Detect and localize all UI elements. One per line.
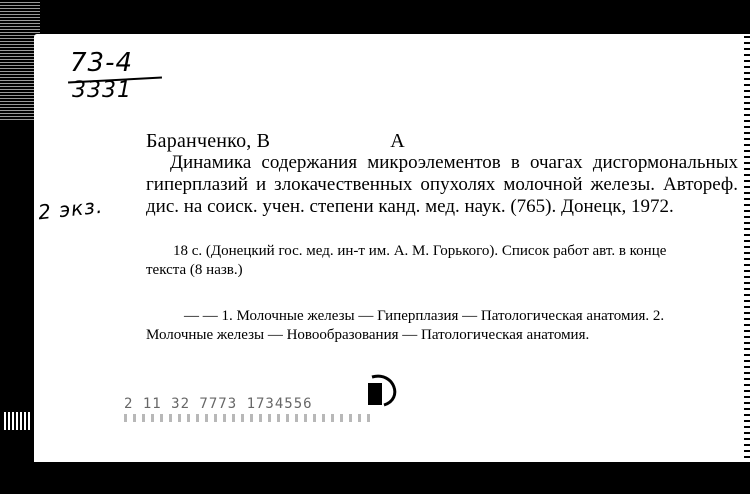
scan-right-border — [744, 34, 750, 464]
handwritten-inventory-number: 3331 — [72, 78, 132, 103]
scan-left-dots — [2, 412, 30, 430]
card-subject-headings: — — 1. Молочные железы — Гиперплазия — Патологическая анатомия. 2. Молочные железы — Новообразования — Патологическая анатомия. — [146, 308, 665, 343]
card-collation-note: 18 с. (Донецкий гос. мед. ин-т им. А. М. Горького). Список работ авт. в конце текста (8 назв.) — [146, 243, 667, 278]
catalog-card — [34, 34, 750, 464]
card-bottom-code: 2 11 32 7773 1734556 — [124, 396, 313, 412]
card-title-description: Динамика содержания микроэлементов в очагах дисгормональных гиперплазий и злокачественных опухолях молочной железы. Автореф. дис. на соиск. учен. степени канд. мед. наук. (765). Донецк, 1972. — [146, 152, 738, 217]
author-surname: Баранченко, В — [146, 130, 271, 152]
scan-top-border — [0, 0, 750, 34]
scan-bottom-border — [0, 462, 750, 494]
scan-left-line — [0, 300, 34, 302]
faint-print-row — [124, 414, 374, 422]
card-author-heading — [146, 130, 405, 153]
library-stamp-icon — [364, 369, 404, 409]
handwritten-copies-note: 2 экз. — [36, 193, 105, 225]
handwritten-shelf-number: 73-4 — [70, 48, 134, 78]
author-initial: А — [390, 130, 405, 152]
